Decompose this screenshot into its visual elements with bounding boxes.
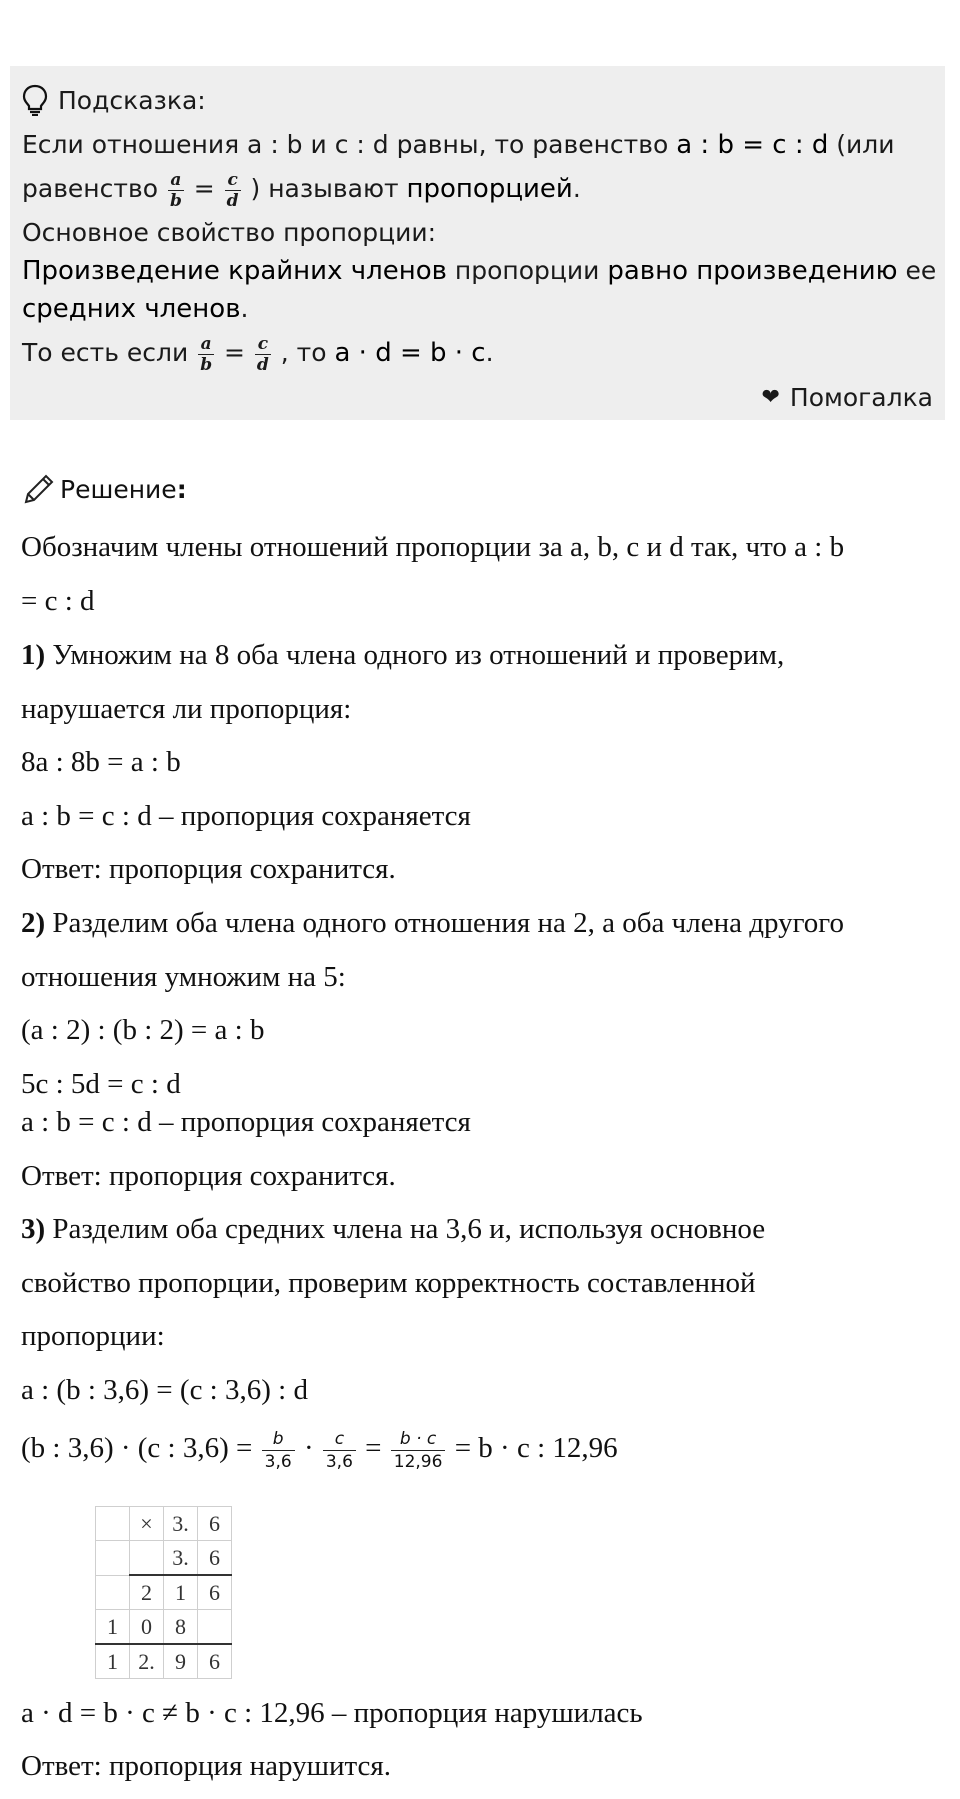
grid-cell: 9 [164, 1644, 198, 1679]
step-1-text-2: нарушается ли пропорция: [21, 693, 352, 725]
hint-line-5: средних членов. [22, 294, 249, 324]
grid-cell: 1 [96, 1644, 130, 1679]
fraction-c-3-6: $\frac{c}{3,6}$ [323, 1428, 356, 1473]
grid-row [96, 1507, 232, 1541]
grid-cell [96, 1507, 130, 1541]
step-3-text-3: пропорции: [21, 1320, 165, 1352]
step-3-text: 3) Разделим оба средних члена на 3,6 и, используя основное [21, 1213, 766, 1245]
grid-cell: 0 [130, 1610, 164, 1645]
fraction-a-b: $\frac{a}{b}$ [169, 169, 182, 211]
grid-cell: 6 [198, 1575, 232, 1610]
hint-line-1: Если отношения a : b и c : d равны, то равенство a : b = c : d (или [22, 130, 895, 160]
step-3-answer: Ответ: пропорция нарушится. [21, 1750, 392, 1782]
step-2-line-2: 5c : 5d = c : d [21, 1068, 181, 1100]
grid-row [96, 1541, 232, 1576]
grid-cell: 2 [130, 1575, 164, 1610]
step-3-text-2: свойство пропорции, проверим корректность составленной [21, 1267, 756, 1299]
grid-cell: 6 [198, 1507, 232, 1541]
grid-row [96, 1610, 232, 1645]
multiplication-grid [95, 1506, 232, 1679]
step-3-line-2: (b : 3,6) · (c : 3,6) = $\frac{b}{3,6}$ · $\frac{c}{3,6}$ = $\frac{b \cdot c}{12,96}$ = b · c : 12,96 [21, 1429, 618, 1472]
grid-cell [96, 1575, 130, 1610]
grid-row [96, 1644, 232, 1679]
step-2-text: 2) Разделим оба члена одного отношения на 2, а оба члена другого [21, 907, 844, 939]
hint-box [10, 66, 945, 420]
hint-line-2: равенство $\frac{a}{b}$ = $\frac{c}{d}$ ) называют пропорцией. [22, 169, 581, 211]
pencil-icon [22, 472, 56, 506]
solution-header: Решение : [22, 472, 187, 506]
grid-cell: 3. [164, 1541, 198, 1576]
solution-intro-1: Обозначим члены отношений пропорции за a, b, c и d так, что a : b [21, 531, 845, 563]
grid-cell: 2. [130, 1644, 164, 1679]
helper-link[interactable] [761, 383, 933, 412]
grid-cell: 1 [164, 1575, 198, 1610]
step-2-line-1: (a : 2) : (b : 2) = a : b [21, 1014, 265, 1046]
grid-cell: 6 [198, 1644, 232, 1679]
hint-line-3: Основное свойство пропорции: [22, 218, 437, 247]
hint-line-6: То есть если $\frac{a}{b}$ = $\frac{c}{d}$ , то a · d = b · c. [22, 333, 494, 375]
step-2-text-2: отношения умножим на 5: [21, 961, 346, 993]
step-1-answer: Ответ: пропорция сохранится. [21, 853, 396, 885]
step-2-line-3: a : b = c : d – пропорция сохраняется [21, 1106, 471, 1138]
grid-cell: 6 [198, 1541, 232, 1576]
hint-line-4: Произведение крайних членов пропорции равно произведению ее [22, 256, 937, 286]
fraction-c-d: $\frac{c}{d}$ [226, 169, 239, 211]
grid-cell [96, 1541, 130, 1576]
grid-cell: × [130, 1507, 164, 1541]
hint-title: Подсказка: [58, 85, 206, 115]
solution-title: Решение [60, 474, 177, 504]
heart-icon: ❤ [761, 385, 780, 410]
step-2-answer: Ответ: пропорция сохранится. [21, 1160, 396, 1192]
grid-cell [198, 1610, 232, 1645]
grid-row [96, 1575, 232, 1610]
hint-header [22, 74, 933, 126]
helper-label: Помогалка [789, 383, 933, 412]
grid-cell [130, 1541, 164, 1576]
step-3-line-3: a · d = b · c ≠ b · c : 12,96 – пропорция нарушилась [21, 1697, 643, 1729]
lightbulb-icon [22, 84, 48, 116]
fraction-c-d-2: $\frac{c}{d}$ [256, 333, 269, 375]
grid-cell: 1 [96, 1610, 130, 1645]
grid-cell: 8 [164, 1610, 198, 1645]
step-1-line-2: a : b = c : d – пропорция сохраняется [21, 800, 471, 832]
fraction-a-b-2: $\frac{a}{b}$ [200, 333, 213, 375]
fraction-bc-12-96: $\frac{b \cdot c}{12,96}$ [391, 1428, 446, 1473]
grid-cell: 3. [164, 1507, 198, 1541]
step-1-line-1: 8a : 8b = a : b [21, 746, 181, 778]
fraction-b-3-6: $\frac{b}{3,6}$ [262, 1428, 295, 1473]
step-1-text: 1) Умножим на 8 оба члена одного из отношений и проверим, [21, 639, 785, 671]
step-3-line-1: a : (b : 3,6) = (c : 3,6) : d [21, 1374, 308, 1406]
solution-intro-2: = c : d [21, 585, 95, 617]
